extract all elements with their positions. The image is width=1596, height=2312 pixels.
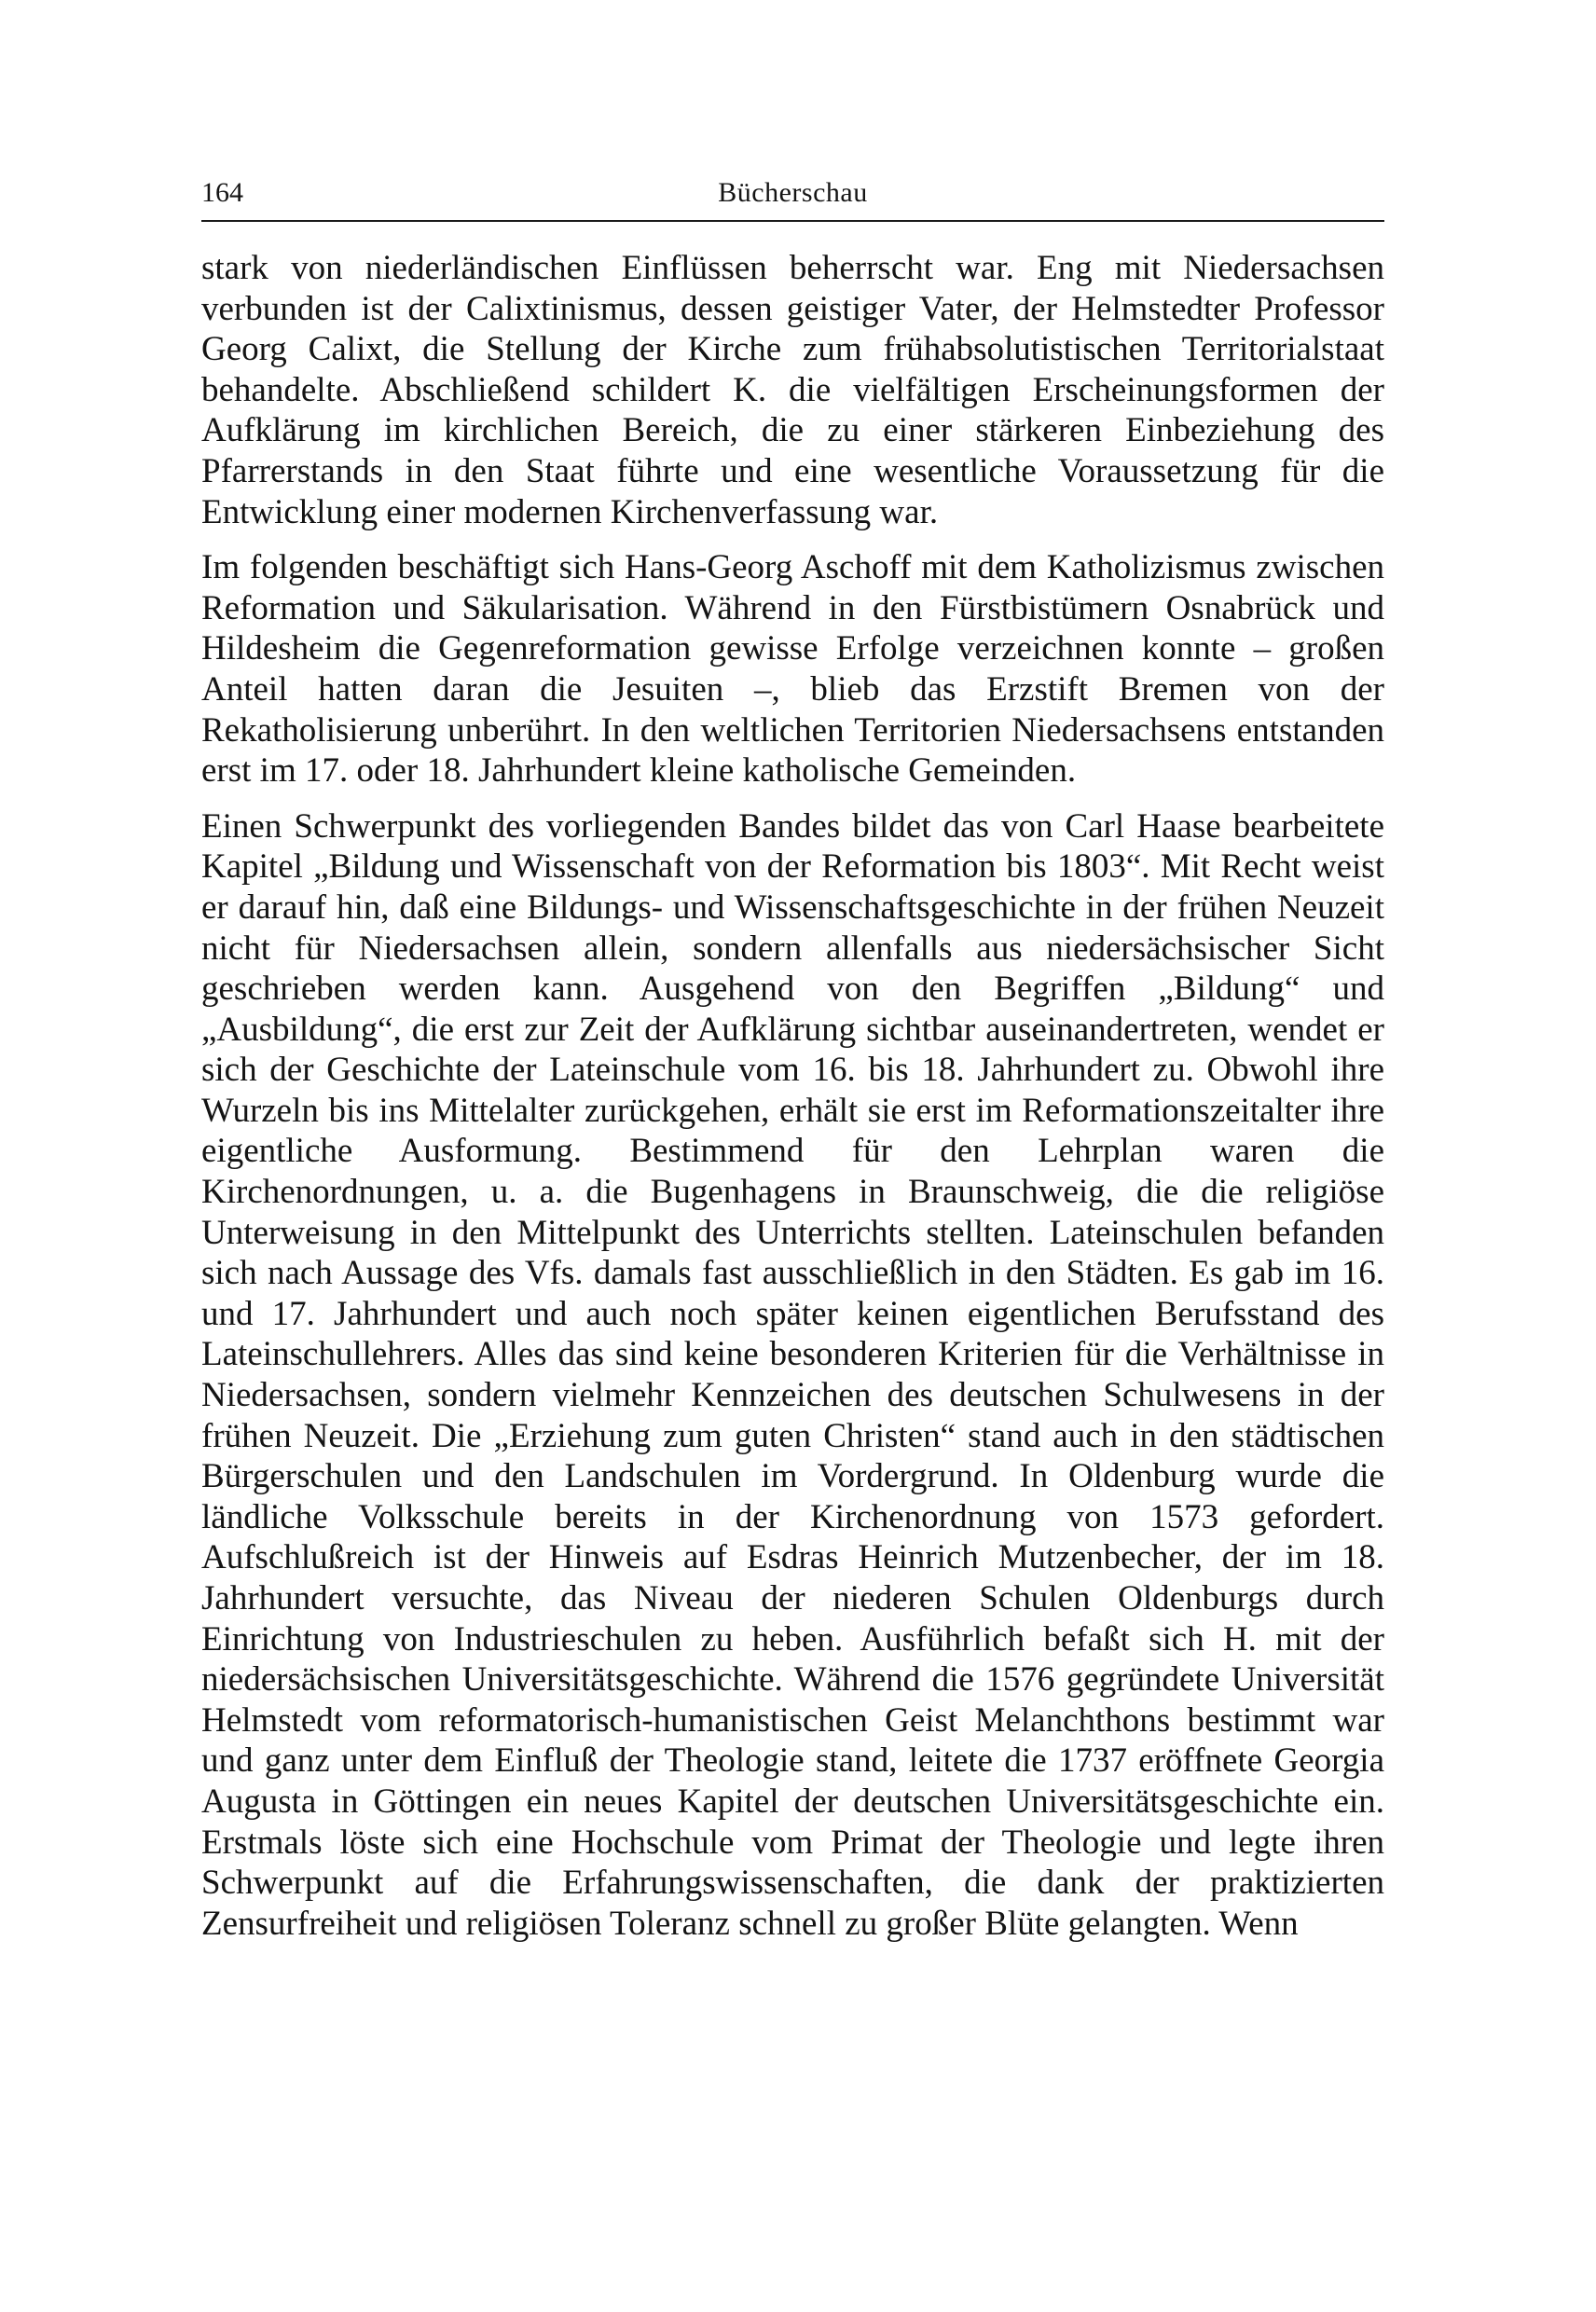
body-text (201, 248, 1384, 1944)
page-number: 164 (201, 177, 243, 208)
running-title: Bücherschau (718, 177, 868, 208)
paragraph: Im folgenden beschäftigt sich Hans-Georg Aschoff mit dem Katholizismus zwischen Reformation und Säkularisation. Während in den Fürstbistümern Osnabrück und Hildesheim die Gegenreformation gewisse Erfolge verzeichnen konnte – großen Anteil hatten daran die Jesuiten –, blieb das Erzstift Bremen von der Rekatholisierung unberührt. In den weltlichen Territorien Niedersachsens entstanden erst im 17. oder 18. Jahrhundert kleine katholische Gemeinden. (201, 548, 1384, 791)
page-header (201, 172, 1384, 214)
paragraph: stark von niederländischen Einflüssen beherrscht war. Eng mit Niedersachsen verbunden ist der Calixtinismus, dessen geistiger Vater, der Helmstedter Professor Georg Calixt, die Stellung der Kirche zum frühabsolutistischen Territorialstaat behandelte. Abschließend schildert K. die vielfältigen Erscheinungsformen der Aufklärung im kirchlichen Bereich, die zu einer stärkeren Einbeziehung des Pfarrerstands in den Staat führte und eine wesentliche Voraussetzung für die Entwicklung einer modernen Kirchenverfassung war. (201, 249, 1384, 531)
header-rule (201, 220, 1384, 222)
paragraph: Einen Schwerpunkt des vorliegenden Bandes bildet das von Carl Haase bearbeitete Kapitel „Bildung und Wissenschaft von der Reformation bis 1803“. Mit Recht weist er darauf hin, daß eine Bildungs- und Wissenschaftsgeschichte in der frühen Neuzeit nicht für Niedersachsen allein, sondern allenfalls aus niedersächsischer Sicht geschrieben werden kann. Ausgehend von den Begriffen „Bildung“ und „Ausbildung“, die erst zur Zeit der Aufklärung sichtbar auseinandertreten, wendet er sich der Geschichte der Lateinschule vom 16. bis 18. Jahrhundert zu. Obwohl ihre Wurzeln bis ins Mittelalter zurückgehen, erhält sie erst im Reformationszeitalter ihre eigentliche Ausformung. Bestimmend für den Lehrplan waren die Kirchenordnungen, u. a. die Bugenhagens in Braunschweig, die die religiöse Unterweisung in den Mittelpunkt des Unterrichts stellten. Lateinschulen befanden sich nach Aussage des Vfs. damals fast ausschließlich in den Städten. Es gab im 16. und 17. Jahrhundert und auch noch später keinen eigentlichen Berufsstand des Lateinschullehrers. Alles das sind keine besonderen Kriterien für die Verhältnisse in Niedersachsen, sondern vielmehr Kennzeichen des deutschen Schulwesens in der frühen Neuzeit. Die „Erziehung zum guten Christen“ stand auch in den städtischen Bürgerschulen und den Landschulen im Vordergrund. In Oldenburg wurde die ländliche Volksschule bereits in der Kirchenordnung von 1573 gefordert. Aufschlußreich ist der Hinweis auf Esdras Heinrich Mutzenbecher, der im 18. Jahrhundert versuchte, das Niveau der niederen Schulen Oldenburgs durch Einrichtung von Industrieschulen zu heben. Ausführlich befaßt sich H. mit der niedersächsischen Universitätsgeschichte. Während die 1576 gegründete Universität Helmstedt vom reformatorisch-humanistischen Geist Melanchthons bestimmt war und ganz unter dem Einfluß der Theologie stand, leitete die 1737 eröffnete Georgia Augusta in Göttingen ein neues Kapitel der deutschen Universitätsgeschichte ein. Erstmals löste sich eine Hochschule vom Primat der Theologie und legte ihren Schwerpunkt auf die Erfahrungswissenschaften, die dank der praktizierten Zensurfreiheit und religiösen Toleranz schnell zu großer Blüte gelangten. Wenn (201, 806, 1384, 1943)
